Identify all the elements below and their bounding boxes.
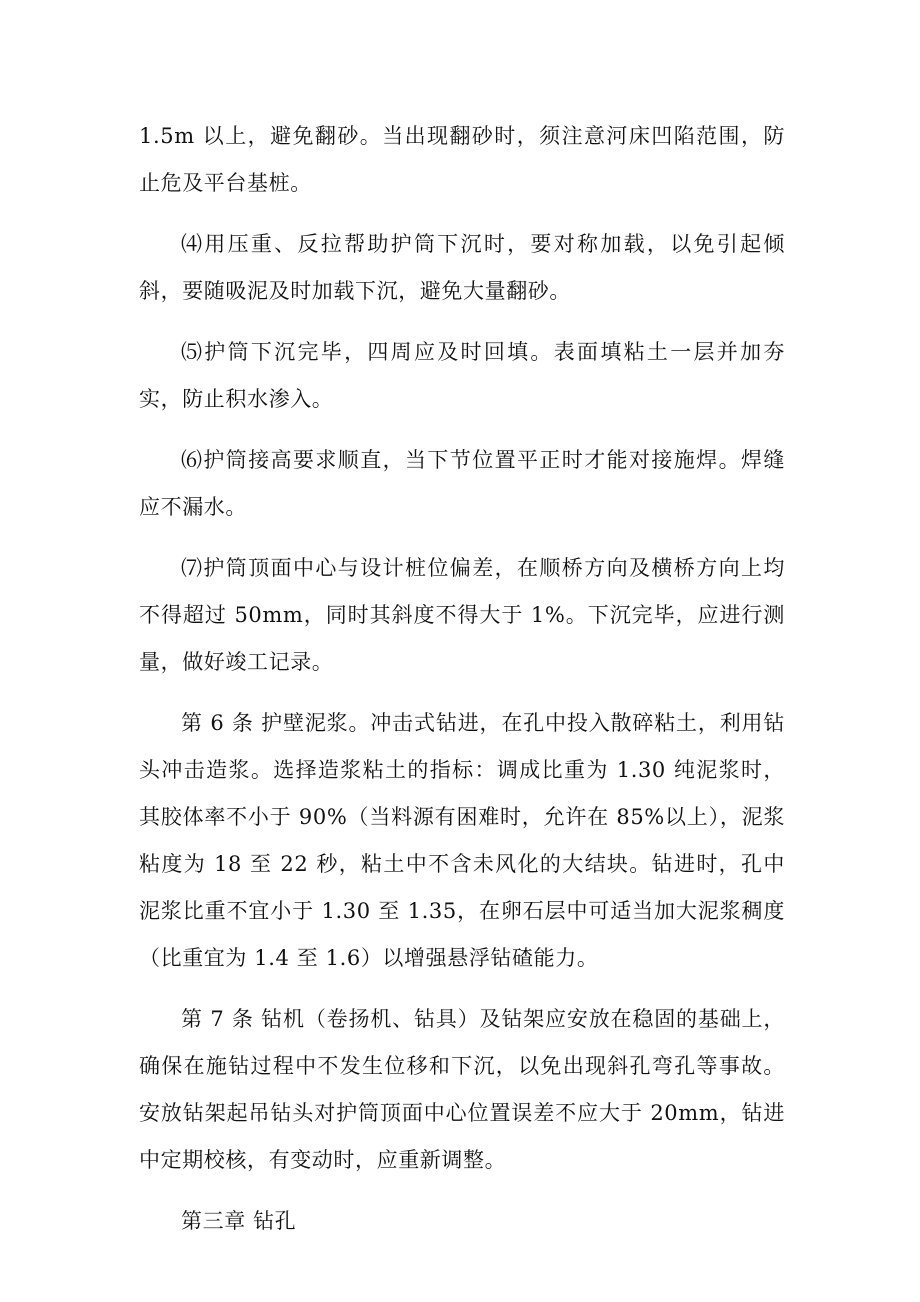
document-body <box>139 113 785 1245</box>
paragraph-item-6: ⑹护筒接高要求顺直，当下节位置平正时才能对接施焊。焊缝应不漏水。 <box>139 448 785 519</box>
chapter-heading: 第三章 钻孔 <box>181 1209 297 1233</box>
paragraph-item-7: ⑺护筒顶面中心与设计桩位偏差，在顺桥方向及横桥方向上均不得超过 50mm，同时其斜度不得大于 1%。下沉完毕，应进行测量，做好竣工记录。 <box>139 556 785 674</box>
paragraph-article-6: 第 6 条 护壁泥浆。冲击式钻进，在孔中投入散碎粘土，利用钻头冲击造浆。选择造浆粘土的指标：调成比重为 1.30 纯泥浆时，其胶体率不小于 90%（当料源有困难时，允许在 85%以上），泥浆粘度为 18 至 22 秒，粘土中不含未风化的大结块。钻进时，孔中泥浆比重不宜小于 1.30 至 1.35，在卵石层中可适当加大泥浆稠度（比重宜为 1.4 至 1.6）以增强悬浮钻碴能力。 <box>139 711 785 970</box>
paragraph-item-4: ⑷用压重、反拉帮助护筒下沉时，要对称加载，以免引起倾斜，要随吸泥及时加载下沉，避免大量翻砂。 <box>139 232 785 303</box>
paragraph-article-7: 第 7 条 钻机（卷扬机、钻具）及钻架应安放在稳固的基础上，确保在施钻过程中不发生位移和下沉，以免出现斜孔弯孔等事故。安放钻架起吊钻头对护筒顶面中心位置误差不应大于 20mm，钻进中定期校核，有变动时，应重新调整。 <box>139 1007 785 1172</box>
paragraph-continuation: 1.5m 以上，避免翻砂。当出现翻砂时，须注意河床凹陷范围，防止危及平台基桩。 <box>139 124 785 195</box>
paragraph-item-5: ⑸护筒下沉完毕，四周应及时回填。表面填粘土一层并加夯实，防止积水渗入。 <box>139 340 785 411</box>
